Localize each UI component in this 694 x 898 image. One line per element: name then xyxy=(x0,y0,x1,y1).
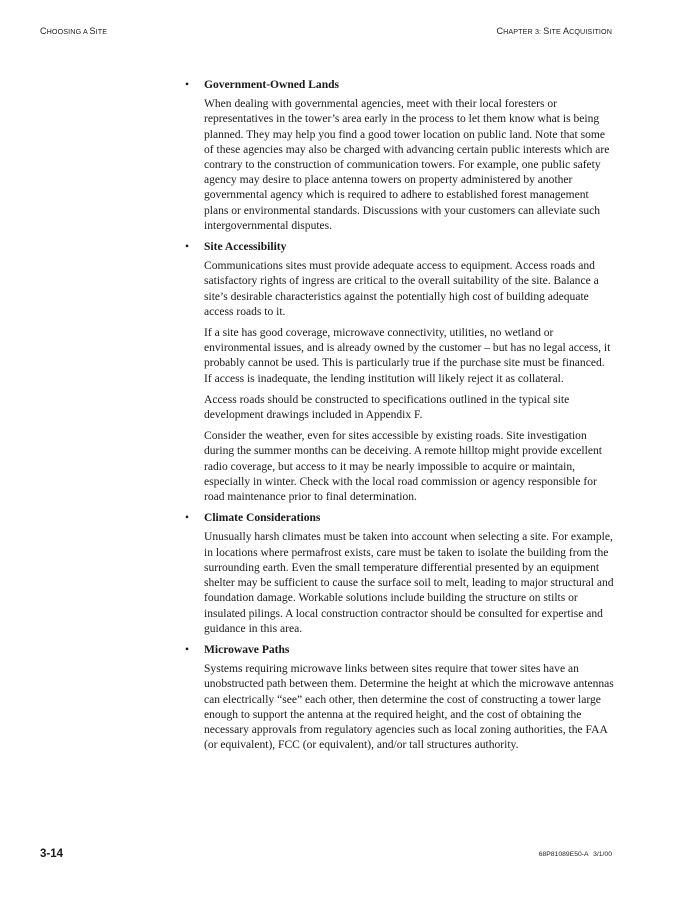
running-header-left: CHOOSING A SITE xyxy=(40,26,108,36)
section-microwave-paths xyxy=(185,643,615,753)
document-id xyxy=(539,851,612,858)
section-heading: • Government-Owned Lands xyxy=(185,78,615,93)
paragraph: Communications sites must provide adequate access to equipment. Access roads and satisfactory rights of ingress are critical to the overall suitability of the site. Balance a site’s desirable characteristics against the potentially high cost of building adequate access roads to it. xyxy=(204,260,599,318)
bullet-icon: • xyxy=(185,79,190,91)
section-heading: • Microwave Paths xyxy=(185,643,615,658)
section-heading: • Climate Considerations xyxy=(185,511,615,526)
running-header-right: CHAPTER 3: SITE ACQUISITION xyxy=(496,26,612,36)
document-number: 68P81089E50-A xyxy=(538,851,589,858)
section-site-accessibility xyxy=(185,240,615,505)
paragraph: Access roads should be constructed to specifications outlined in the typical site development drawings included in Appendix F. xyxy=(204,393,570,422)
paragraph: Systems requiring microwave links between sites require that tower sites have an unobstructed path between them. Determine the height at which the microwave antennas can electrically “see” each other, then determine the cost of constructing a tower large enough to support the antenna at the required height, and the cost of obtaining the necessary approvals from regulatory agencies such as local zoning authorities, the FAA (or equivalent), FCC (or equivalent), and/or tall structures authority. xyxy=(204,663,614,752)
section-climate-considerations xyxy=(185,511,615,637)
paragraph: Unusually harsh climates must be taken into account when selecting a site. For example, in locations where permafrost exists, care must be taken to isolate the building from the surrounding earth. Even the small temperature differential presented by an equipment shelter may be sufficient to cause the surface soil to melt, leading to major structural and foundation damage. Workable solutions include building the structure on stilts or insulated pilings. A local construction contractor should be consulted for expertise and guidance in this area. xyxy=(204,531,614,635)
section-heading: • Site Accessibility xyxy=(185,240,615,255)
bullet-icon: • xyxy=(185,512,190,525)
document-date: 3/1/00 xyxy=(593,851,612,858)
section-government-owned-lands xyxy=(185,78,615,234)
bullet-icon: • xyxy=(185,241,190,254)
body-content xyxy=(185,78,615,759)
paragraph: Consider the weather, even for sites accessible by existing roads. Site investigation during the summer months can be deceiving. A remote hilltop might provide excellent radio coverage, but access to it may be nearly impossible to acquire or maintain, especially in winter. Check with the local road commission or agency responsible for road maintenance prior to final determination. xyxy=(204,430,602,504)
bullet-icon: • xyxy=(185,643,190,656)
page-number: 3-14 xyxy=(40,848,64,860)
paragraph: If a site has good coverage, microwave connectivity, utilities, no wetland or environmental issues, and is already owned by the customer – but has no legal access, it probably cannot be used. This is particularly true if the purchase site must be financed. If access is inadequate, the lending institution will likely reject it as collateral. xyxy=(204,327,611,385)
paragraph: When dealing with governmental agencies, meet with their local foresters or representatives in the tower’s area early in the process to let them know what is being planned. They may help you find a good tower location on public land. Note that some of these agencies may also be charged with advancing certain public interests which are contrary to the construction of communication towers. For example, one public safety agency may desire to place antenna towers on property administered by another governmental agency which is required to adhere to established forest management plans or environmental standards. Discussions with your customers can alleviate such intergovernmental disputes. xyxy=(204,98,610,232)
